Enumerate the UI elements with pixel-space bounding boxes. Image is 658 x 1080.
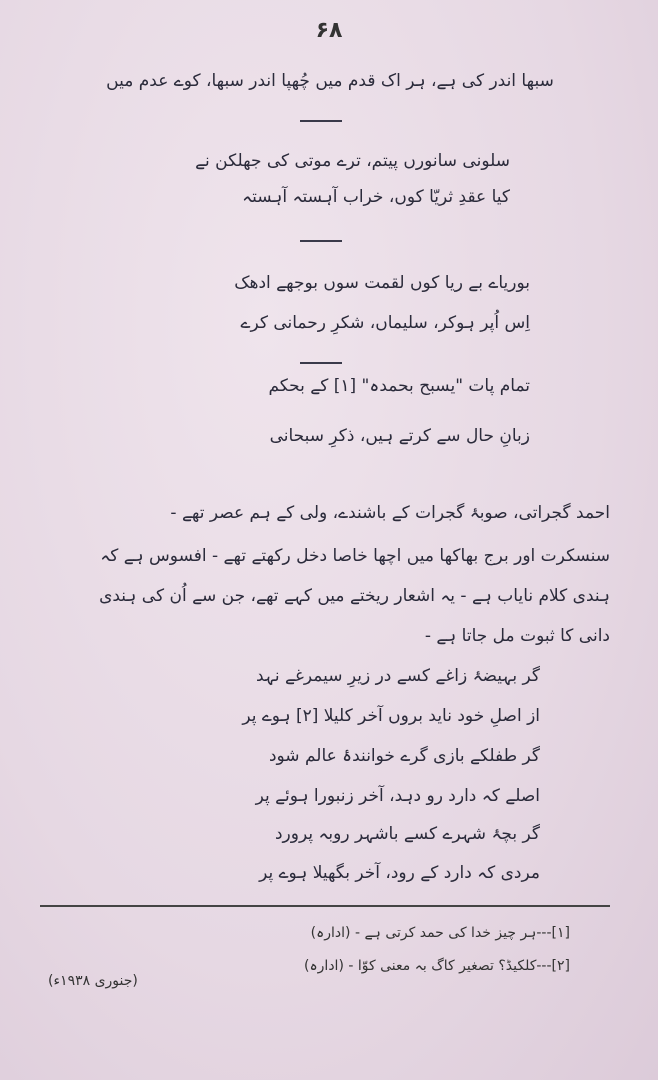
paragraph-line-3: ہندی کلام نایاب ہے - یہ اشعار ریختے میں کہے تھے، جن سے اُن کی ہندی xyxy=(99,586,610,606)
separator xyxy=(300,240,342,242)
couplet-4-line-1: تمام پات "یسبح بحمدہ" [۱] کے بحکم xyxy=(268,376,530,396)
footnote-2: [۲]---کلکیڈ؟ تصغیر کاگ بہ معنی کوّا - (ادارہ) xyxy=(304,958,570,974)
couplet-3-line-2: اِس اُپر ہوکر، سلیماں، شکرِ رحمانی کرے xyxy=(240,313,530,333)
verse-line-2: از اصلِ خود ناید بروں آخر کلیلا [۲] ہوے پر xyxy=(242,706,540,726)
separator xyxy=(300,120,342,122)
couplet-1-line: سبھا اندر کی ہے، ہر اک قدم میں چُھپا اندر سبھا، کوے عدم میں xyxy=(106,71,554,91)
verse-line-6: مردی کہ دارد کے رود، آخر بگھیلا ہوے پر xyxy=(259,863,540,883)
page-number: ۶۸ xyxy=(315,18,343,43)
paragraph-line-2: سنسکرت اور برج بھاکھا میں اچھا خاصا دخل رکھتے تھے - افسوس ہے کہ xyxy=(100,546,610,566)
footnote-1: [۱]---ہر چیز خدا کی حمد کرتی ہے - (ادارہ) xyxy=(310,925,570,941)
couplet-3-line-1: بوریاے بے ریا کوں لقمت سوں بوجھے ادھک xyxy=(234,273,530,293)
couplet-4-line-2: زبانِ حال سے کرتے ہیں، ذکرِ سبحانی xyxy=(269,426,530,446)
couplet-2-line-1: سلونی سانورں پیتم، ترے موتی کی جھلکن نے xyxy=(195,151,510,171)
verse-line-3: گر طفلکے بازی گرے خوانندۂ عالم شود xyxy=(268,746,540,766)
couplet-2-line-2: کیا عقدِ ثریّا کوں، خراب آہستہ آہستہ xyxy=(242,187,510,207)
paragraph-line-1: احمد گجراتی، صوبۂ گجرات کے باشندے، ولی کے ہم عصر تھے - xyxy=(170,503,610,523)
verse-line-5: گر بچۂ شہرے کسے باشہر روبہ پرورد xyxy=(274,824,540,844)
issue-date: (جنوری ۱۹۳۸ء) xyxy=(48,973,138,989)
verse-line-1: گر بہیضۂ زاغے کسے در زیرِ سیمرغے نہد xyxy=(256,666,540,686)
verse-line-4: اصلے کہ دارد رو دہد، آخر زنبورا ہوئے پر xyxy=(255,786,540,806)
footnote-divider xyxy=(40,905,610,907)
separator xyxy=(300,362,342,364)
paragraph-line-4: دانی کا ثبوت مل جاتا ہے - xyxy=(424,626,610,646)
